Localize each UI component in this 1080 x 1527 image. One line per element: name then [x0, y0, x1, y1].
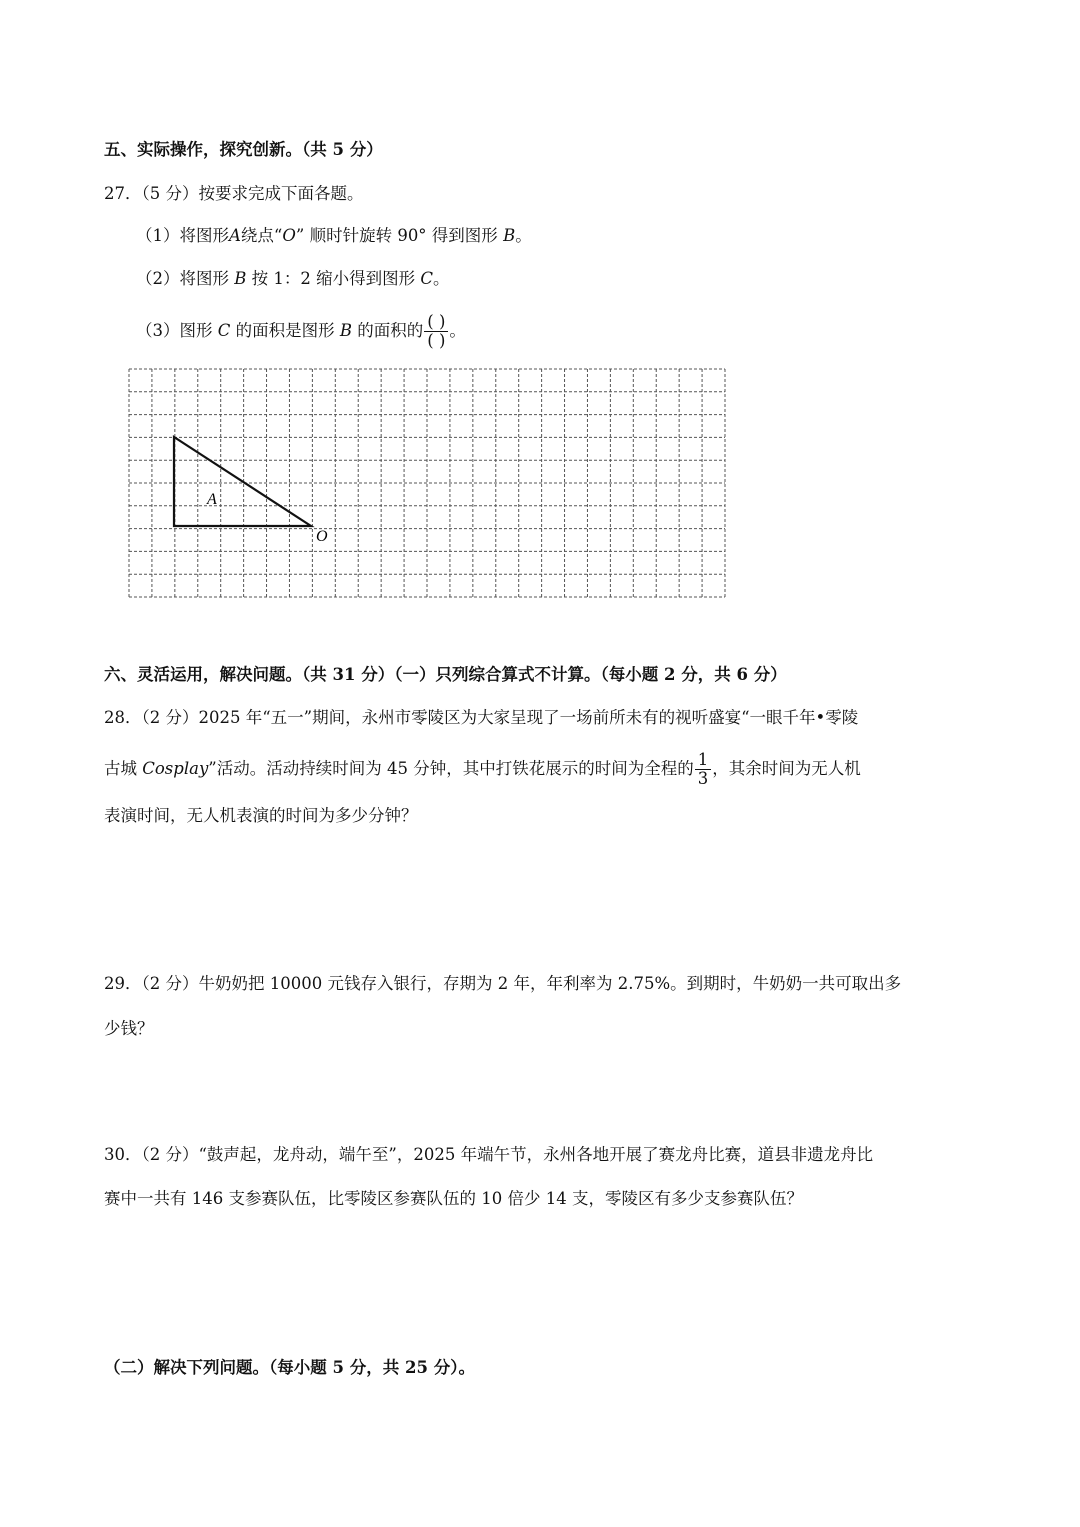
fraction-denominator: 3 [697, 769, 709, 788]
q27-p1-shape-a: A [229, 226, 241, 245]
fraction-numerator: 1 [695, 751, 712, 770]
q27-p2-shape-b: B [234, 269, 247, 288]
section5-points: 5 [332, 140, 344, 159]
section6-part2-title [104, 1357, 475, 1379]
section6-part2-text2: 分，共 [349, 1358, 400, 1377]
q27-p2-end: 。 [433, 269, 450, 288]
section6-part2-text: （二）解决下列问题。（每小题 [104, 1358, 327, 1377]
q27-p1-text2: 绕点“ [240, 226, 283, 245]
q27-part3 [136, 311, 466, 351]
q30-line2: 赛中一共有 146 支参赛队伍，比零陵区参赛队伍的 10 倍少 14 支，零陵区有多少支参赛队伍？ [104, 1189, 803, 1208]
q27-p3-text2: 的面积是图形 [235, 321, 335, 340]
q27-p3-text3: 的面积的 [357, 321, 424, 340]
section6-title-end: 分） [753, 665, 787, 684]
section6-sub-points: 2 [663, 665, 676, 684]
section6-part2-total-points: 25 [404, 1358, 428, 1377]
q28-line3: 表演时间，无人机表演的时间为多少分钟？ [104, 806, 418, 825]
q27-p3-shape-c: C [217, 321, 231, 340]
triangle-label-a: A [207, 491, 217, 508]
q27-p3-shape-b: B [339, 321, 353, 340]
q27-p1-point-o: O [282, 226, 296, 245]
section5-title-end: 分） [349, 140, 383, 159]
section6-title-text2: 分）（一）只列综合算式不计算。（每小题 [361, 665, 659, 684]
q27-p2-text2: 按 1：2 缩小得到图形 [251, 269, 416, 288]
q28-text2: ”活动。活动持续时间为 45 分钟，其中打铁花展示的时间为全程的 [208, 759, 694, 778]
q30-line1: 30．（2 分）“鼓声起，龙舟动，端午至”，2025 年端午节，永州各地开展了赛龙舟比赛，道县非遗龙舟比 [104, 1145, 874, 1164]
fraction-numerator-blank[interactable]: ( ) [424, 313, 448, 332]
q27-stem: 27．（5 分）按要求完成下面各题。 [104, 184, 364, 203]
q28-cosplay: Cosplay [142, 759, 209, 778]
triangle-a [174, 437, 311, 526]
q27-p1-shape-b: B [503, 226, 516, 245]
section6-title [104, 664, 787, 686]
q27-p3-text: （3）图形 [136, 321, 213, 340]
section6-title-text: 六、灵活运用，解决问题。（共 [104, 665, 327, 684]
q27-p3-end: 。 [449, 321, 466, 340]
q27-answer-fraction[interactable] [424, 313, 448, 350]
fraction-denominator-blank[interactable]: ( ) [427, 331, 446, 350]
section5-title [104, 139, 383, 161]
section6-part2-sub-points: 5 [332, 1358, 344, 1377]
q27-p2-shape-c: C [420, 269, 434, 288]
q28-line2 [104, 748, 861, 790]
section6-total-points: 6 [736, 665, 748, 684]
q27-p1-end: 。 [515, 226, 532, 245]
section6-part2-end: 分）。 [433, 1358, 475, 1377]
q28-line1: 28．（2 分）2025 年“五一”期间，永州市零陵区为大家呈现了一场前所未有的视听盛宴“一眼千年•零陵 [104, 708, 859, 727]
section6-points: 31 [332, 665, 356, 684]
section6-title-text3: 分，共 [681, 665, 731, 684]
dotted-grid-figure [127, 367, 727, 599]
section5-title-text: 五、实际操作，探究创新。（共 [104, 140, 327, 159]
q27-part1 [136, 225, 532, 247]
q27-part2 [136, 268, 450, 290]
q28-text: 古城 [104, 759, 137, 778]
q29-line2: 少钱？ [104, 1019, 154, 1038]
q27-p2-text: （2）将图形 [136, 269, 229, 288]
q29-line1: 29．（2 分）牛奶奶把 10000 元钱存入银行，存期为 2 年，年利率为 2.75%。到期时，牛奶奶一共可取出多 [104, 974, 902, 993]
q28-text3: ，其余时间为无人机 [712, 759, 861, 778]
q27-p1-text3: ” 顺时针旋转 90° 得到图形 [295, 226, 498, 245]
grid-lines [129, 369, 725, 597]
q27-p1-text: （1）将图形 [136, 226, 229, 245]
point-label-o: O [316, 528, 328, 545]
q28-fraction-one-third [695, 751, 712, 788]
